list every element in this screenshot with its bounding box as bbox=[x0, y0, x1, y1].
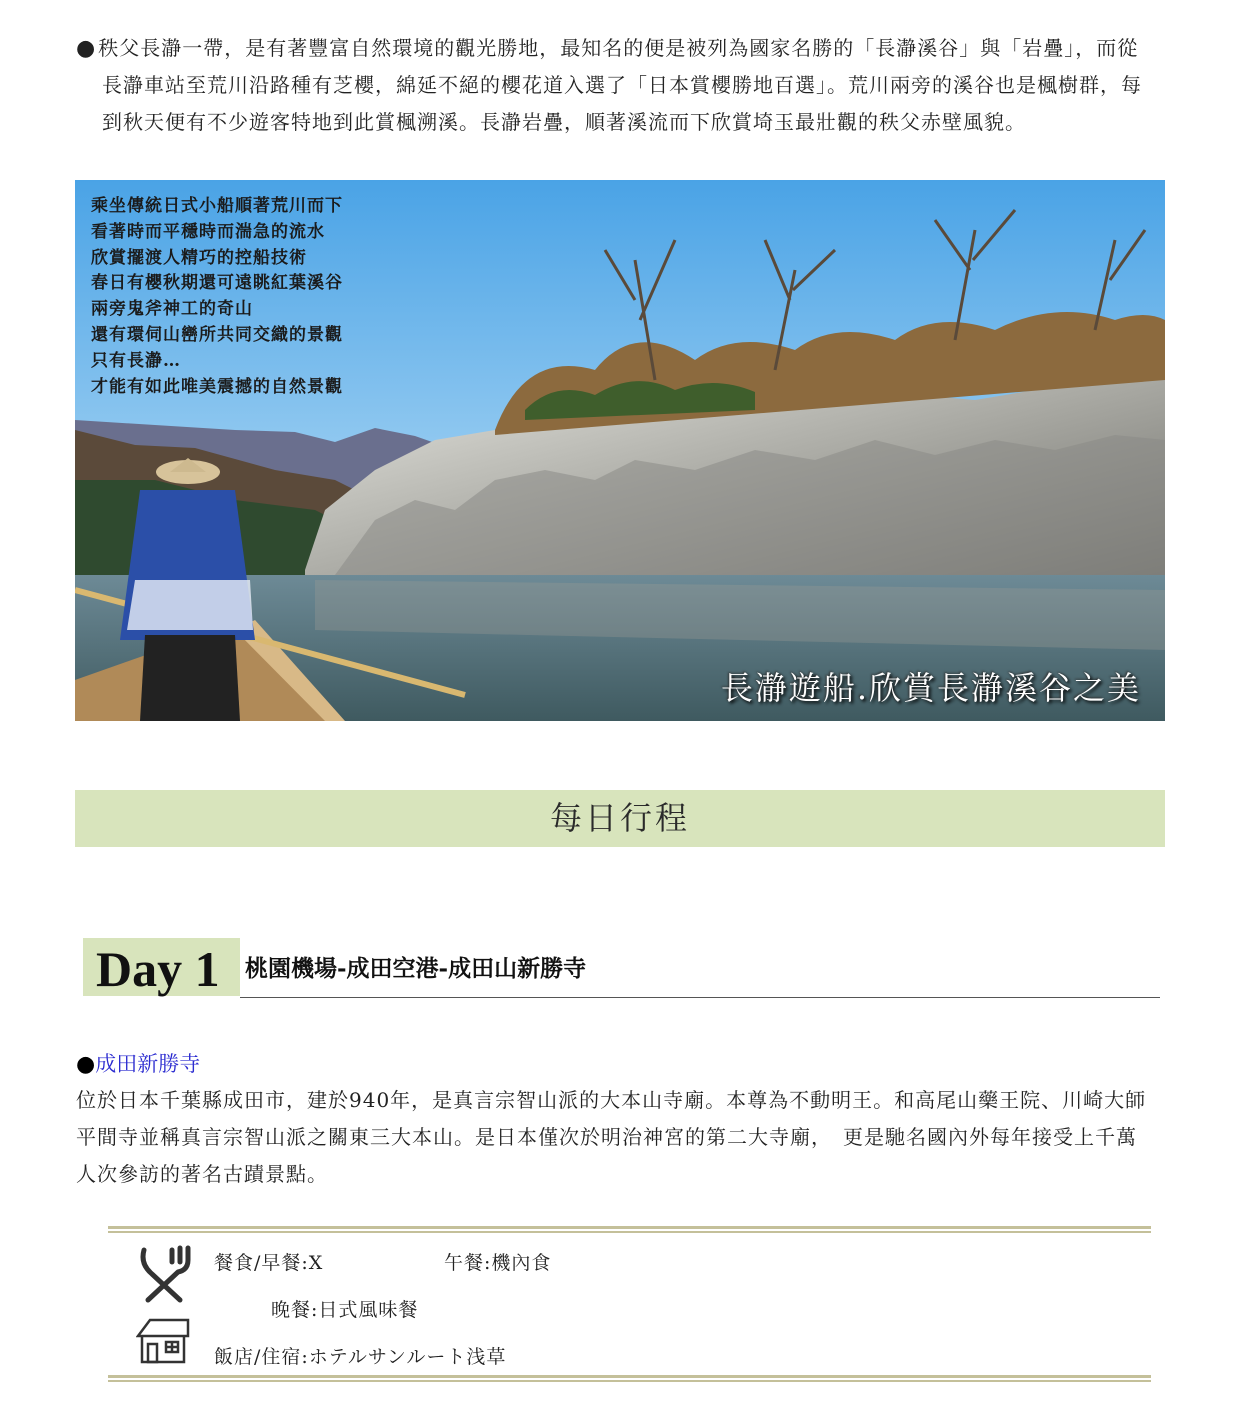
meal-hotel-info bbox=[108, 1226, 1151, 1382]
double-rule-top bbox=[108, 1226, 1151, 1233]
sight-heading bbox=[76, 1048, 200, 1078]
poem-line: 看著時而平穩時而湍急的流水 bbox=[91, 221, 325, 242]
divider-line bbox=[240, 997, 1160, 998]
fork-knife-icon bbox=[136, 1244, 194, 1304]
daily-itinerary-banner: 每日行程 bbox=[75, 790, 1165, 847]
poem-line: 春日有櫻秋期還可遠眺紅葉溪谷 bbox=[91, 273, 343, 294]
meal-lunch: 午餐:機內食 bbox=[444, 1252, 552, 1274]
meal-breakfast: 餐食/早餐:X bbox=[214, 1252, 324, 1274]
meal-dinner: 晚餐:日式風味餐 bbox=[271, 1299, 419, 1321]
poem-line: 還有環伺山巒所共同交織的景觀 bbox=[91, 324, 343, 345]
photo-caption: 長瀞遊船.欣賞長瀞溪谷之美 bbox=[720, 669, 1141, 707]
sight-title: 成田新勝寺 bbox=[95, 1052, 201, 1076]
sight-description: 位於日本千葉縣成田市，建於940年，是真言宗智山派的大本山寺廟。本尊為不動明王。和高尾山藥王院、川崎大師平間寺並稱真言宗智山派之關東三大本山。是日本僅次於明治神宮的第二大寺廟， 更是馳名國內外每年接受上千萬人次參訪的著名古蹟景點。 bbox=[76, 1088, 1147, 1186]
bullet-dot: ● bbox=[76, 36, 97, 61]
intro-text: 秩父長瀞一帶，是有著豐富自然環境的觀光勝地，最知名的便是被列為國家名勝的「長瀞溪谷」與「岩疊」，而從長瀞車站至荒川沿路種有芝櫻，綿延不絕的櫻花道入選了「日本賞櫻勝地百選」。荒川兩旁的溪谷也是楓樹群，每到秋天便有不少遊客特地到此賞楓溯溪。長瀞岩疊，順著溪流而下欣賞埼玉最壯觀的秩父赤壁風貌。 bbox=[98, 36, 1142, 134]
bullet-dot: ● bbox=[76, 1052, 96, 1077]
poem-line: 才能有如此唯美震撼的自然景觀 bbox=[91, 376, 343, 397]
poem-overlay bbox=[91, 194, 343, 400]
poem-line: 兩旁鬼斧神工的奇山 bbox=[91, 299, 253, 320]
poem-line: 只有長瀞… bbox=[91, 350, 181, 371]
intro-paragraph bbox=[76, 30, 1156, 141]
poem-line: 欣賞擺渡人精巧的控船技術 bbox=[91, 247, 307, 268]
nagatoro-boat-photo bbox=[75, 180, 1165, 721]
day-label: Day 1 bbox=[83, 938, 240, 996]
hotel-info: 飯店/住宿:ホテルサンルート浅草 bbox=[214, 1346, 507, 1368]
double-rule-bottom bbox=[108, 1375, 1151, 1382]
poem-line: 乘坐傳統日式小船順著荒川而下 bbox=[91, 196, 343, 216]
house-icon bbox=[136, 1316, 190, 1364]
day-route-title: 桃園機場-成田空港-成田山新勝寺 bbox=[245, 955, 587, 982]
